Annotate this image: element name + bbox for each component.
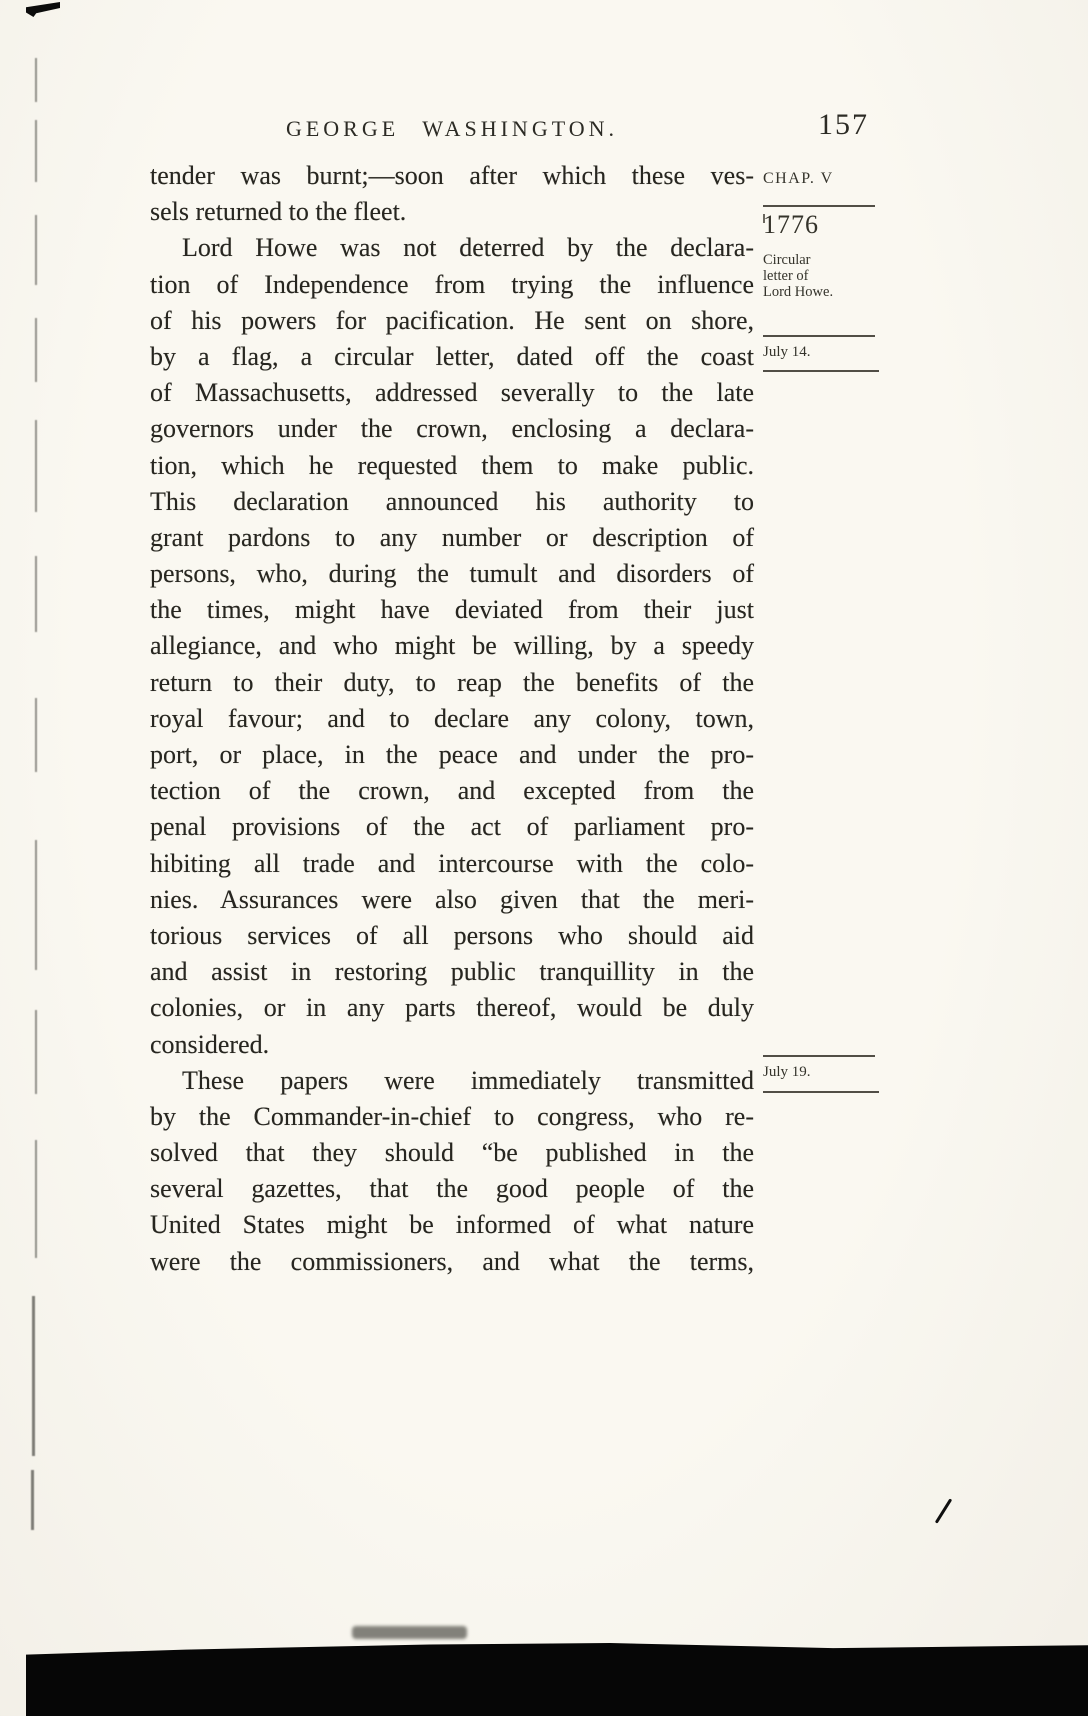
text-line: These papers were immediately transmitted [182,1065,754,1095]
scan-edge-line [35,318,37,382]
margin-rule [763,335,875,337]
text-line: allegiance, and who might be willing, by a speedy [150,631,754,661]
scan-smudge [352,1626,467,1639]
text-line: governors under the crown, enclosing a declara- [150,414,754,444]
text-line: tion, which he requested them to make public. [150,450,754,480]
scan-bottom-bar [26,1643,1088,1716]
text-line: sels returned to the fleet. [150,197,407,227]
text-line: by a flag, a circular letter, dated off the coast [150,341,754,371]
margin-note-line: Circular [763,252,811,268]
paragraph [150,158,754,230]
text-line: tion of Independence from trying the influence [150,269,754,299]
scan-edge-line [35,215,37,285]
text-line: nies. Assurances were also given that the meri- [150,884,754,914]
text-line: Lord Howe was not deterred by the declara- [182,233,754,263]
scan-edge-line [35,58,37,102]
text-line: tender was burnt;—soon after which these ves- [150,161,754,190]
text-line: and assist in restoring public tranquillity in the [150,957,754,987]
text-line: This declaration announced his authority to [150,486,754,516]
text-line: return to their duty, to reap the benefits of the [150,667,754,697]
margin-rule [763,1055,875,1057]
margin-rule [763,370,879,372]
body-text [150,158,754,1280]
scan-edge-line [35,840,37,970]
text-line: considered. [150,1029,270,1059]
text-line: several gazettes, that the good people of the [150,1174,754,1204]
text-line: penal provisions of the act of parliament pro- [150,812,754,842]
margin-date-july-19: July 19. [763,1064,811,1080]
text-line: the times, might have deviated from their just [150,595,754,625]
margin-note-line: Lord Howe. [763,284,834,300]
margin-note-line: letter of [763,268,809,284]
text-line: by the Commander-in-chief to congress, who re- [150,1101,754,1131]
margin-rule [763,1091,879,1093]
paragraph [150,230,754,1062]
scan-edge-line [35,420,37,512]
margin-note-circular-letter [763,252,833,300]
margin-rule [763,205,875,207]
running-title: GEORGE WASHINGTON. [285,116,619,141]
text-line: persons, who, during the tumult and disorders of [150,559,754,589]
text-line: United States might be informed of what nature [150,1210,754,1240]
chapter-label: CHAP. V [763,170,834,187]
text-line: colonies, or in any parts thereof, would be duly [150,993,754,1023]
text-line: torious services of all persons who should aid [150,920,754,950]
text-line: were the commissioners, and what the terms, [150,1246,754,1276]
scan-edge-line [35,1140,37,1258]
margin-date-july-14: July 14. [763,344,811,360]
text-line: of Massachusetts, addressed severally to the late [150,378,754,408]
margin-year: 1776 [763,210,819,239]
scan-mark-slash [935,1498,952,1523]
page-number: 157 [818,108,869,141]
scan-edge-line [35,698,37,772]
text-line: of his powers for pacification. He sent on shore, [150,305,754,335]
scan-edge-line [35,556,37,632]
text-line: port, or place, in the peace and under the pro- [150,740,754,769]
scan-mark-top-left [26,2,60,17]
text-line: solved that they should “be published in the [150,1138,754,1168]
paragraph [150,1063,754,1280]
text-line: grant pardons to any number or description of [150,522,754,552]
text-line: tection of the crown, and excepted from the [150,776,754,806]
margin-notes [763,158,883,1258]
text-line: royal favour; and to declare any colony, town, [150,703,754,733]
scan-edge-line [32,1296,35,1456]
scan-edge-line [35,1010,37,1094]
scan-edge-line [31,1470,34,1530]
text-line: hibiting all trade and intercourse with the colo- [150,848,754,878]
scan-edge-line [35,120,37,182]
